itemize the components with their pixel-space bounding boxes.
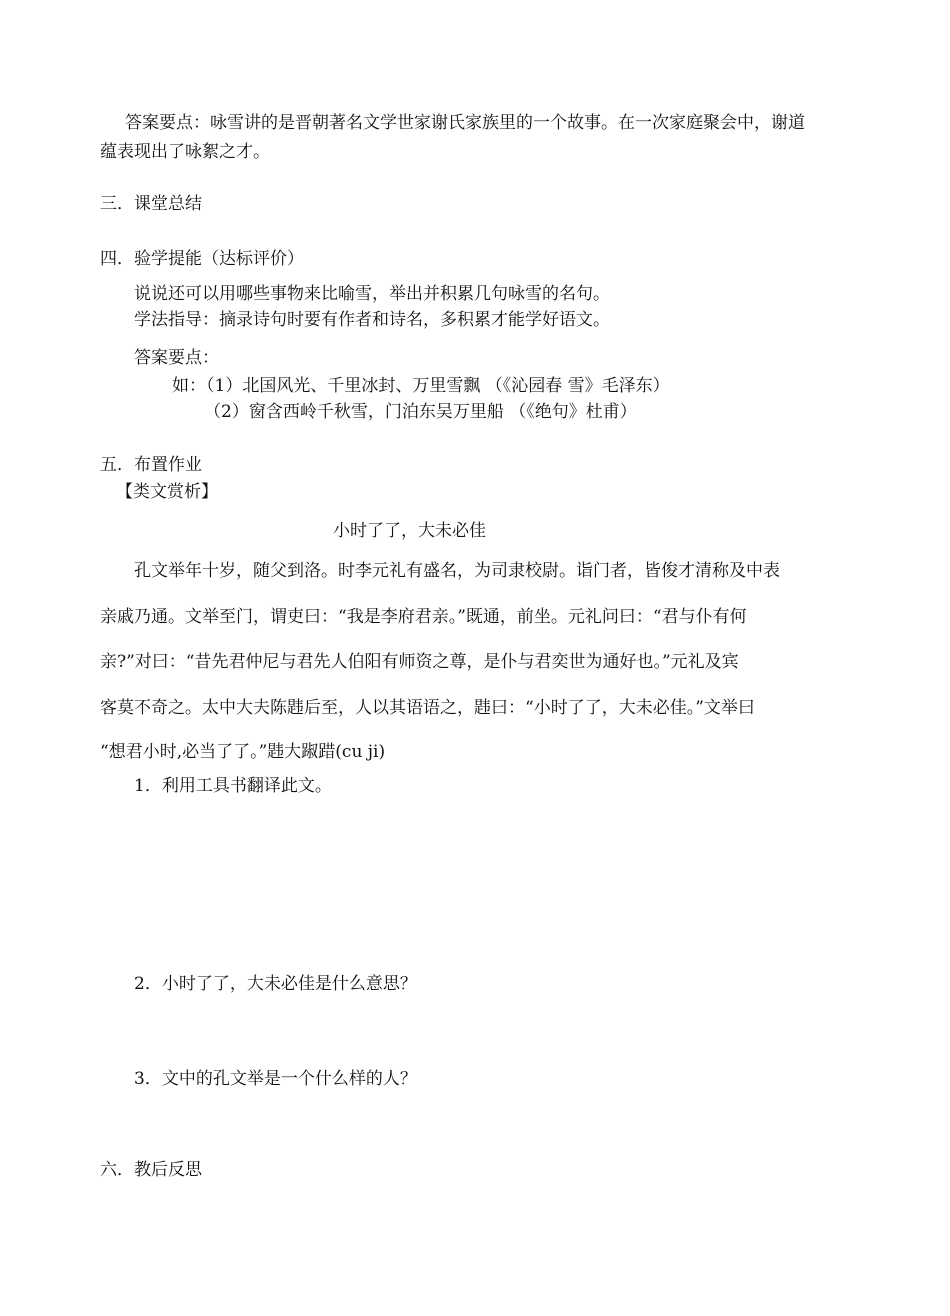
section-4-answer-label: 答案要点： xyxy=(134,348,219,368)
section-6-heading: 六．教后反思 xyxy=(100,1160,202,1180)
passage-line-4: 客莫不奇之。太中大夫陈韪后至，人以其语语之，韪曰：“小时了了，大未必佳。”文举曰 xyxy=(100,698,755,718)
section-4-heading: 四．验学提能（达标评价） xyxy=(100,249,304,269)
answer-point-line-1: 答案要点：咏雪讲的是晋朝著名文学世家谢氏家族里的一个故事。在一次家庭聚会中，谢道 xyxy=(125,113,805,133)
section-4-example-1: 如：（1）北国风光、千里冰封、万里雪飘 （《沁园春 雪》毛泽东） xyxy=(172,376,670,396)
section-5-subheading: 【类文赏析】 xyxy=(116,482,218,502)
question-1: 1．利用工具书翻译此文。 xyxy=(134,776,332,796)
passage-line-5: “想君小时,必当了了。”韪大踧踖(cu ji) xyxy=(100,742,386,762)
passage-line-1: 孔文举年十岁，随父到洛。时李元礼有盛名，为司隶校尉。诣门者，皆俊才清称及中表 xyxy=(134,561,780,581)
section-4-prompt: 说说还可以用哪些事物来比喻雪，举出并积累几句咏雪的名句。 xyxy=(134,284,610,304)
section-5-heading: 五．布置作业 xyxy=(100,455,202,475)
section-4-example-2: （2）窗含西岭千秋雪，门泊东吴万里船 （《绝句》杜甫） xyxy=(204,402,637,422)
question-3: 3．文中的孔文举是一个什么样的人？ xyxy=(134,1069,417,1089)
passage-line-2: 亲戚乃通。文举至门，谓吏曰：“我是李府君亲。”既通，前坐。元礼问曰：“君与仆有何 xyxy=(100,607,747,627)
passage-line-3: 亲?”对曰：“昔先君仲尼与君先人伯阳有师资之尊，是仆与君奕世为通好也。”元礼及宾 xyxy=(100,652,739,672)
section-4-method: 学法指导：摘录诗句时要有作者和诗名，多积累才能学好语文。 xyxy=(134,310,610,330)
question-2: 2．小时了了，大未必佳是什么意思？ xyxy=(134,974,417,994)
answer-point-line-2: 蕴表现出了咏絮之才。 xyxy=(100,142,270,162)
section-3-heading: 三．课堂总结 xyxy=(100,194,202,214)
passage-title: 小时了了，大未必佳 xyxy=(333,521,486,541)
